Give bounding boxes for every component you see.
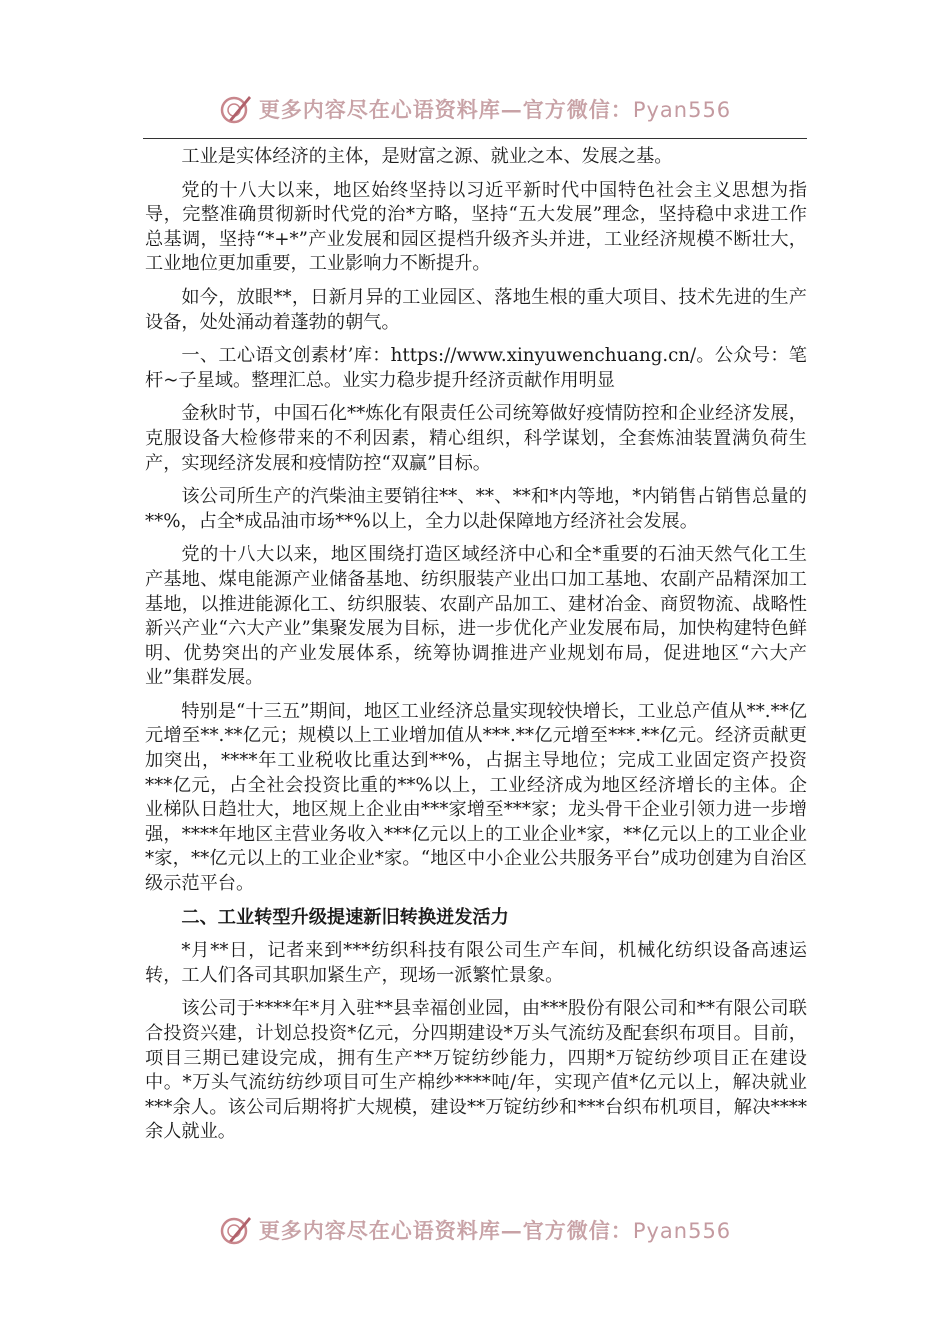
paragraph: 该公司所生产的汽柴油主要销往**、**、**和*内等地，*内销售占销售总量的**%，占全*成品油市场**%以上，全力以赴保障地方经济社会发展。 <box>145 486 807 532</box>
banner-text: 更多内容尽在心语资料库—官方微信：Pyan556 <box>258 1218 732 1243</box>
paragraph: 工业是实体经济的主体，是财富之源、就业之本、发展之基。 <box>181 146 673 167</box>
header-banner <box>0 84 950 134</box>
banner-text: 更多内容尽在心语资料库—官方微信：Pyan556 <box>258 97 732 122</box>
header-rule <box>143 138 807 139</box>
section-heading: 一、工心语文创素材’库：https://www.xinyuwenchuang.cn/。公众号：笔杆~子星域。整理汇总。业实力稳步提升经济贡献作用明显 <box>145 345 807 391</box>
paragraph: *月**日，记者来到***纺织科技有限公司生产车间，机械化纺织设备高速运转，工人们各司其职加紧生产，现场一派繁忙景象。 <box>145 940 807 986</box>
document-body <box>145 145 807 1154</box>
paragraph: 党的十八大以来，地区始终坚持以习近平新时代中国特色社会主义思想为指导，完整准确贯彻新时代党的治*方略，坚持“五大发展”理念，坚持稳中求进工作总基调，坚持“*+*”产业发展和园区提档升级齐头并进，工业经济规模不断壮大，工业地位更加重要，工业影响力不断提升。 <box>145 179 807 275</box>
paragraph: 如今，放眼**，日新月异的工业园区、落地生根的重大项目、技术先进的生产设备，处处涌动着蓬勃的朝气。 <box>145 286 807 333</box>
paragraph: 金秋时节，中国石化**炼化有限责任公司统筹做好疫情防控和企业经济发展，克服设备大检修带来的不利因素，精心组织，科学谋划，全套炼油装置满负荷生产，实现经济发展和疫情防控“双赢”目标。 <box>145 403 807 474</box>
section-heading: 二、工业转型升级提速新旧转换迸发活力 <box>181 906 509 928</box>
paragraph: 特别是“十三五”期间，地区工业经济总量实现较快增长，工业总产值从**.**亿元增至**.**亿元；规模以上工业增加值从***.**亿元增至***.**亿元。经济贡献更加突出，****年工业税收比重达到**%，占据主导地位；完成工业固定资产投资***亿元，占全社会投资比重的**%以上，工业经济成为地区经济增长的主体。企业梯队日趋壮大，地区规上企业由***家增至***家；龙头骨干企业引领力进一步增强，****年地区主营业务收入***亿元以上的工业企业*家，**亿元以上的工业企业*家，**亿元以上的工业企业*家。“地区中小企业公共服务平台”成功创建为自治区级示范平台。 <box>145 700 807 895</box>
paragraph: 该公司于****年*月入驻**县幸福创业园，由***股份有限公司和**有限公司联合投资兴建，计划总投资*亿元，分四期建设*万头气流纺及配套织布项目。目前，项目三期已建设完成，拥有生产**万锭纺纱能力，四期*万锭纺纱项目正在建设中。*万头气流纺纺纱项目可生产棉纱****吨/年，实现产值*亿元以上，解决就业***余人。该公司后期将扩大规模，建设**万锭纺纱和***台织布机项目，解决****余人就业。 <box>145 998 807 1143</box>
footer-banner <box>0 1205 950 1255</box>
paragraph: 党的十八大以来，地区围绕打造区域经济中心和全*重要的石油天然气化工生产基地、煤电能源产业储备基地、纺织服装产业出口加工基地、农副产品精深加工基地，以推进能源化工、纺织服装、农副产品加工、建材冶金、商贸物流、战略性新兴产业“六大产业”集聚发展为目标，进一步优化产业发展布局，加快构建特色鲜明、优势突出的产业发展体系，统筹协调推进产业规划布局，促进地区“六大产业”集群发展。 <box>145 544 807 689</box>
brush-logo-icon <box>219 92 253 126</box>
brush-logo-icon <box>219 1213 253 1247</box>
